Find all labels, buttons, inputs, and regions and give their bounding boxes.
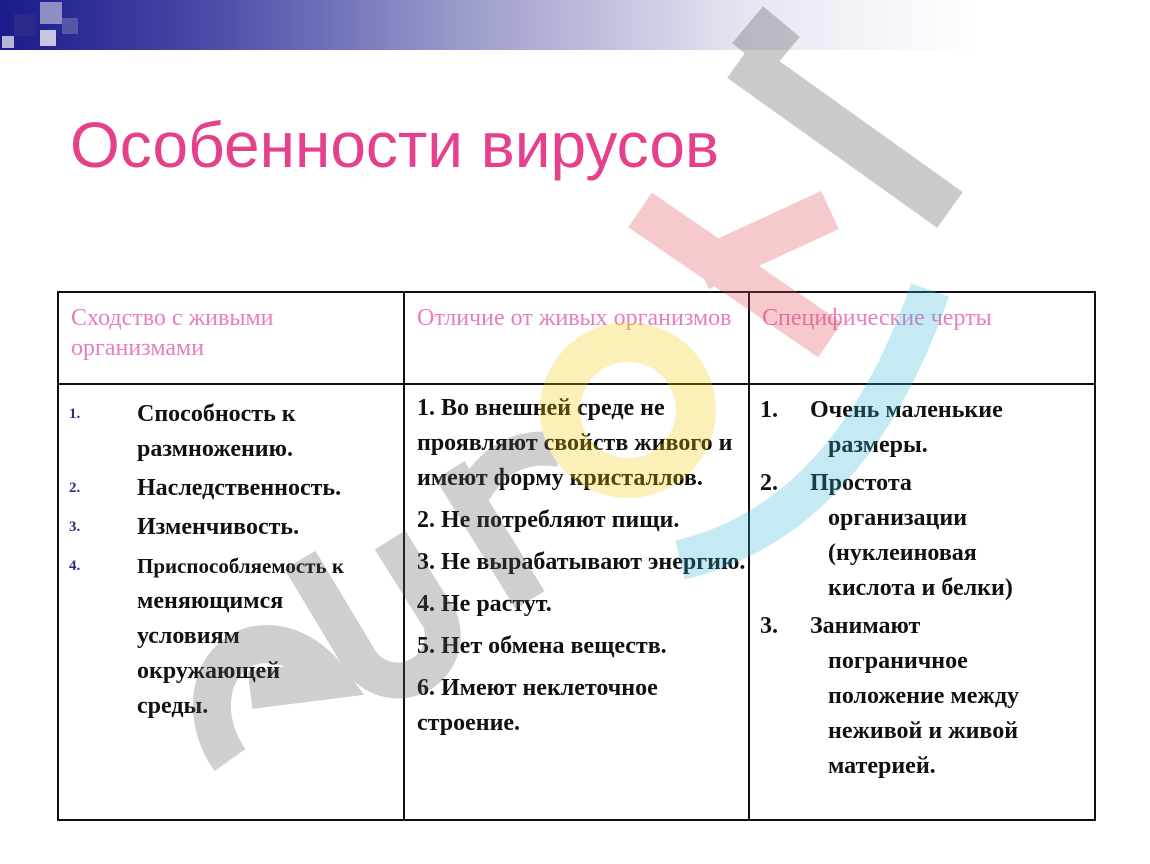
item-number: 1.: [69, 406, 81, 422]
item-text: окружающей: [137, 658, 281, 684]
item-text: Очень маленькие: [810, 397, 1003, 423]
item-text: размеры.: [828, 432, 928, 458]
comparison-table: [57, 291, 1096, 821]
decor-square: [40, 2, 62, 24]
item-text: размножению.: [137, 436, 293, 462]
list-item: [69, 510, 403, 545]
similarity-cell: [58, 384, 404, 820]
decor-square: [2, 36, 14, 48]
list-item: 3. Не вырабатывают энергию.: [417, 549, 746, 575]
item-number: 1.: [760, 397, 778, 423]
list-item: 2. Не потребляют пищи.: [417, 507, 680, 533]
list-item: 5. Нет обмена веществ.: [417, 633, 667, 659]
item-number: 2.: [69, 480, 81, 496]
item-text: условиям: [137, 623, 240, 649]
item-text: кислота и белки): [828, 575, 1013, 601]
item-number: 3.: [760, 613, 778, 639]
item-text: Способность к: [137, 401, 296, 427]
list-item: [69, 549, 403, 724]
item-number: 2.: [760, 470, 778, 496]
top-decoration-band: [0, 0, 1150, 50]
difference-cell: [404, 384, 749, 820]
table-body-row: [58, 384, 1095, 820]
decor-square: [40, 30, 56, 46]
item-text: материей.: [828, 753, 936, 779]
list-item: 1. Во внешней среде не проявляют свойств живого и имеют форму кристаллов.: [417, 395, 733, 491]
item-text: Простота: [810, 470, 912, 496]
list-item: [760, 609, 1094, 784]
item-text: Занимают: [810, 613, 921, 639]
header-specific: Специфические черты: [749, 292, 1095, 384]
header-similarity: Сходство с живыми организмами: [58, 292, 404, 384]
item-text: пограничное: [828, 648, 968, 674]
item-text: Приспособляемость к: [137, 554, 344, 578]
list-item: [760, 466, 1094, 606]
list-item: 4. Не растут.: [417, 591, 552, 617]
item-number: 4.: [69, 558, 81, 574]
table-header-row: [58, 292, 1095, 384]
item-text: меняющимся: [137, 588, 284, 614]
item-text: организации: [828, 505, 968, 531]
list-item: [760, 393, 1094, 463]
list-item: [69, 471, 403, 506]
item-text: положение между: [828, 683, 1019, 709]
decor-square: [62, 18, 78, 34]
header-difference: Отличие от живых организмов: [404, 292, 749, 384]
list-item: [69, 397, 403, 467]
watermark-letter-i: [740, 60, 950, 210]
item-text: (нуклеиновая: [828, 540, 977, 566]
item-number: 3.: [69, 519, 81, 535]
decor-square: [14, 14, 36, 36]
list-item: 6. Имеют неклеточное строение.: [417, 675, 658, 736]
item-text: Изменчивость.: [137, 514, 300, 540]
slide-title: Особенности вирусов: [70, 109, 719, 181]
item-text: Наследственность.: [137, 475, 342, 501]
item-text: среды.: [137, 693, 209, 719]
item-text: неживой и живой: [828, 718, 1019, 744]
specific-cell: [749, 384, 1095, 820]
